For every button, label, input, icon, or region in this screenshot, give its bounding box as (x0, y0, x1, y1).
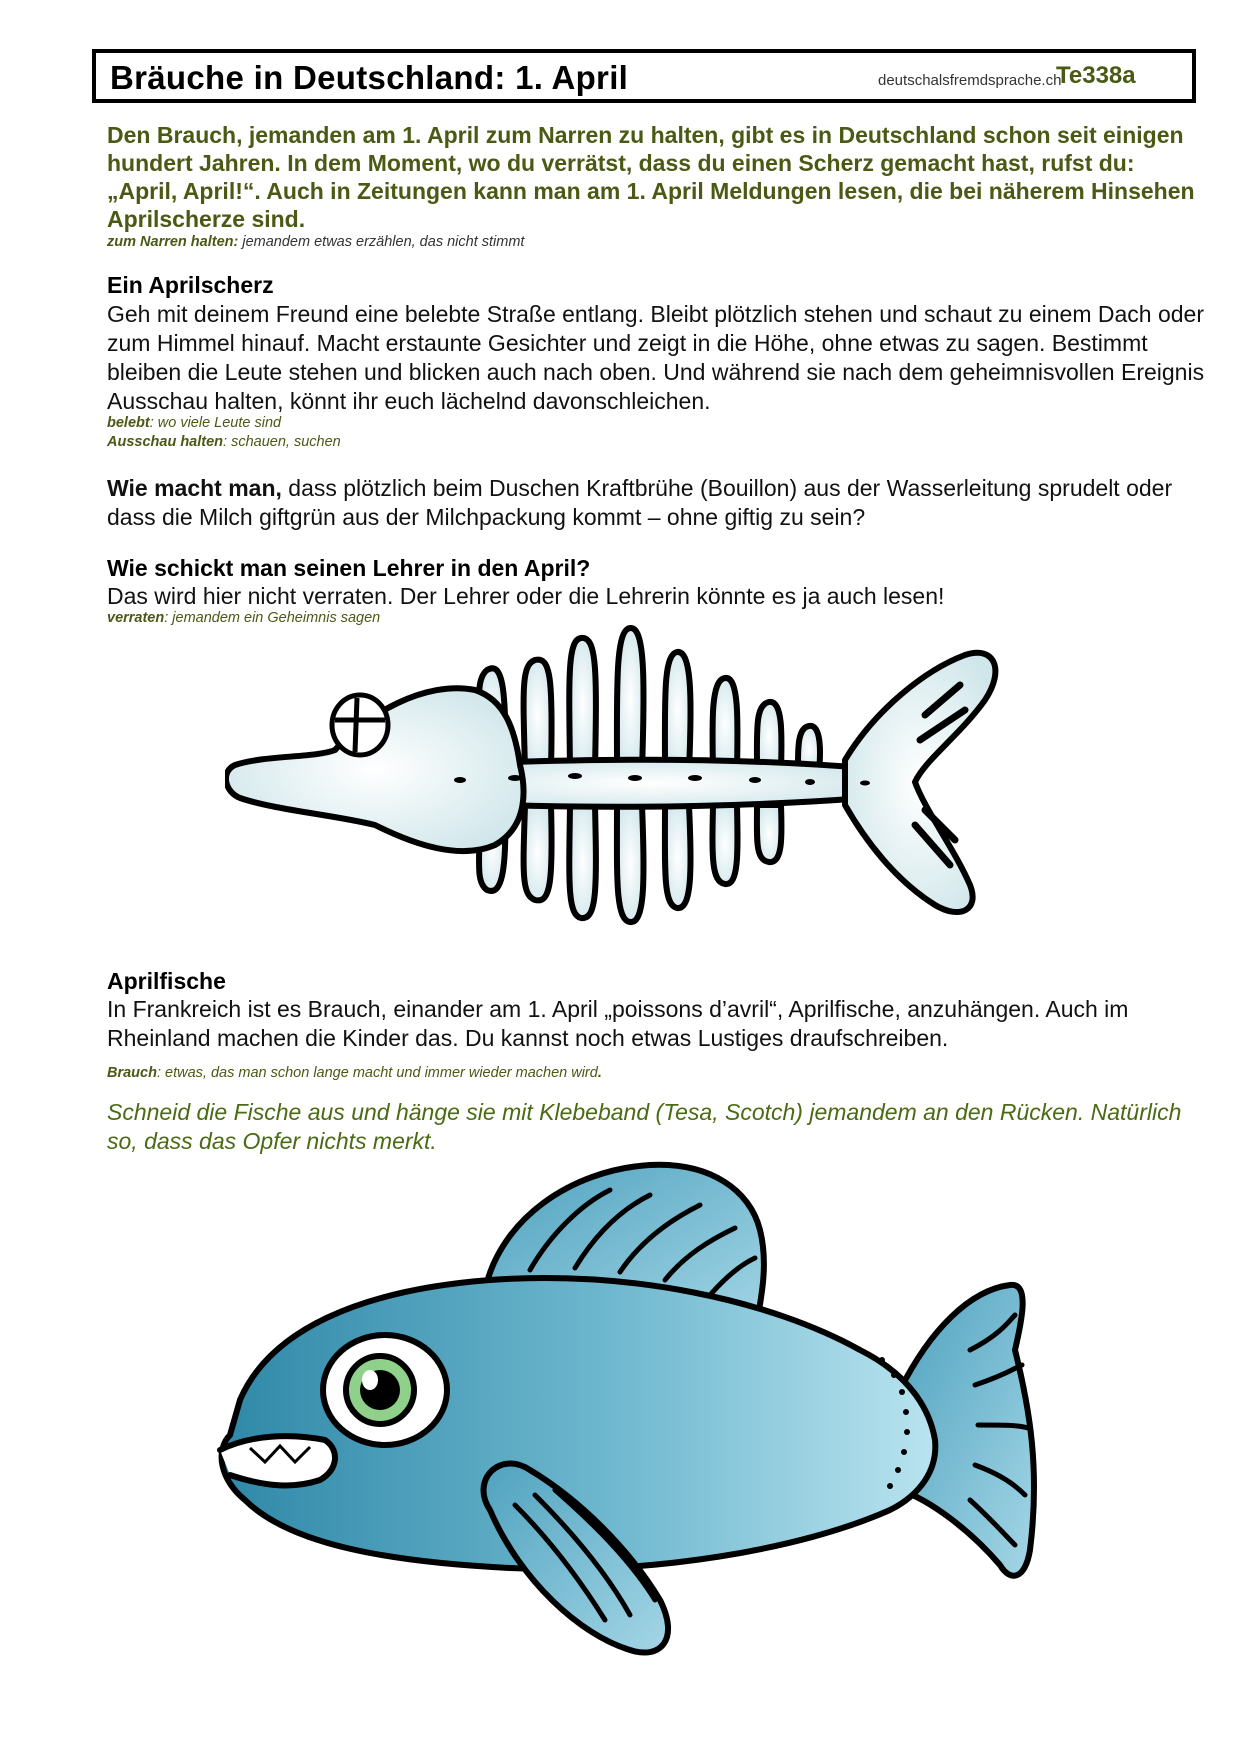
aprilfische-paragraph: In Frankreich ist es Brauch, einander am 1. April „poissons d’avril“, Aprilfische, anzuhängen. Auch im Rheinland machen die Kinder das. Du kannst noch etwas Lustiges draufschreiben. (107, 996, 1129, 1051)
gloss-brauch (107, 1065, 602, 1081)
website-label: deutschalsfremdsprache.ch (878, 72, 1062, 89)
intro-paragraph: Den Brauch, jemanden am 1. April zum Narren zu halten, gibt es in Deutschland schon seit einigen hundert Jahren. In dem Moment, wo du verrätst, dass du einen Scherz gemacht hast, rufst du: „April, April!“. Auch in Zeitungen kann man am 1. April Meldungen lesen, die bei näherem Hinsehen Aprilscherze sind. (107, 122, 1195, 232)
worksheet-code: Te338a (1056, 62, 1136, 89)
heading-aprilfische: Aprilfische (107, 968, 226, 994)
aprilscherz-paragraph: Geh mit deinem Freund eine belebte Straße entlang. Bleibt plötzlich stehen und schaut zu einem Dach oder zum Himmel hinauf. Macht erstaunte Gesichter und zeigt in die Höhe, ohne etwas zu sagen. Bestimmt bleiben die Leute stehen und blicken auch nach oben. Und während sie nach dem geheimnisvollen Ereignis Ausschau halten, könnt ihr euch lächelnd davonschleichen. (107, 301, 1205, 414)
gloss-period: . (597, 1065, 602, 1081)
fish-skeleton-illustration (225, 620, 1095, 960)
intro-gloss (107, 234, 524, 250)
gloss-definition: : wo viele Leute sind (149, 415, 282, 431)
dusche-text: dass plötzlich beim Duschen Kraftbrühe (Bouillon) aus der Wasserleitung sprudelt oder dass die Milch giftgrün aus der Milchpackung kommt – ohne giftig zu sein? (107, 475, 1173, 530)
heading-wie-macht-man: Wie macht man, (107, 475, 282, 501)
gloss-term: zum Narren halten: (107, 234, 239, 250)
gloss-term: Brauch (107, 1065, 157, 1081)
blue-fish-illustration (210, 1150, 1150, 1710)
heading-lehrer: Wie schickt man seinen Lehrer in den April? (107, 555, 591, 581)
dusche-paragraph (107, 474, 1207, 532)
gloss-term: verraten (107, 610, 165, 626)
title-box (92, 49, 1196, 103)
gloss-ausschau (107, 434, 341, 450)
gloss-belebt (107, 415, 281, 431)
page-title: Bräuche in Deutschland: 1. April (110, 59, 629, 96)
gloss-term: Ausschau halten (107, 434, 224, 450)
lehrer-paragraph: Das wird hier nicht verraten. Der Lehrer oder die Lehrerin könnte es ja auch lesen! (107, 583, 945, 609)
gloss-definition: jemandem etwas erzählen, das nicht stimmt (238, 234, 525, 250)
gloss-definition: : etwas, das man schon lange macht und immer wieder machen wird (156, 1065, 598, 1081)
gloss-term: belebt (107, 415, 150, 431)
instruction-paragraph: Schneid die Fische aus und hänge sie mit Klebeband (Tesa, Scotch) jemandem an den Rücken. Natürlich so, dass das Opfer nichts merkt. (107, 1099, 1182, 1154)
gloss-definition: : schauen, suchen (223, 434, 341, 450)
heading-aprilscherz: Ein Aprilscherz (107, 272, 274, 298)
gloss-definition: : jemandem ein Geheimnis sagen (164, 610, 381, 626)
